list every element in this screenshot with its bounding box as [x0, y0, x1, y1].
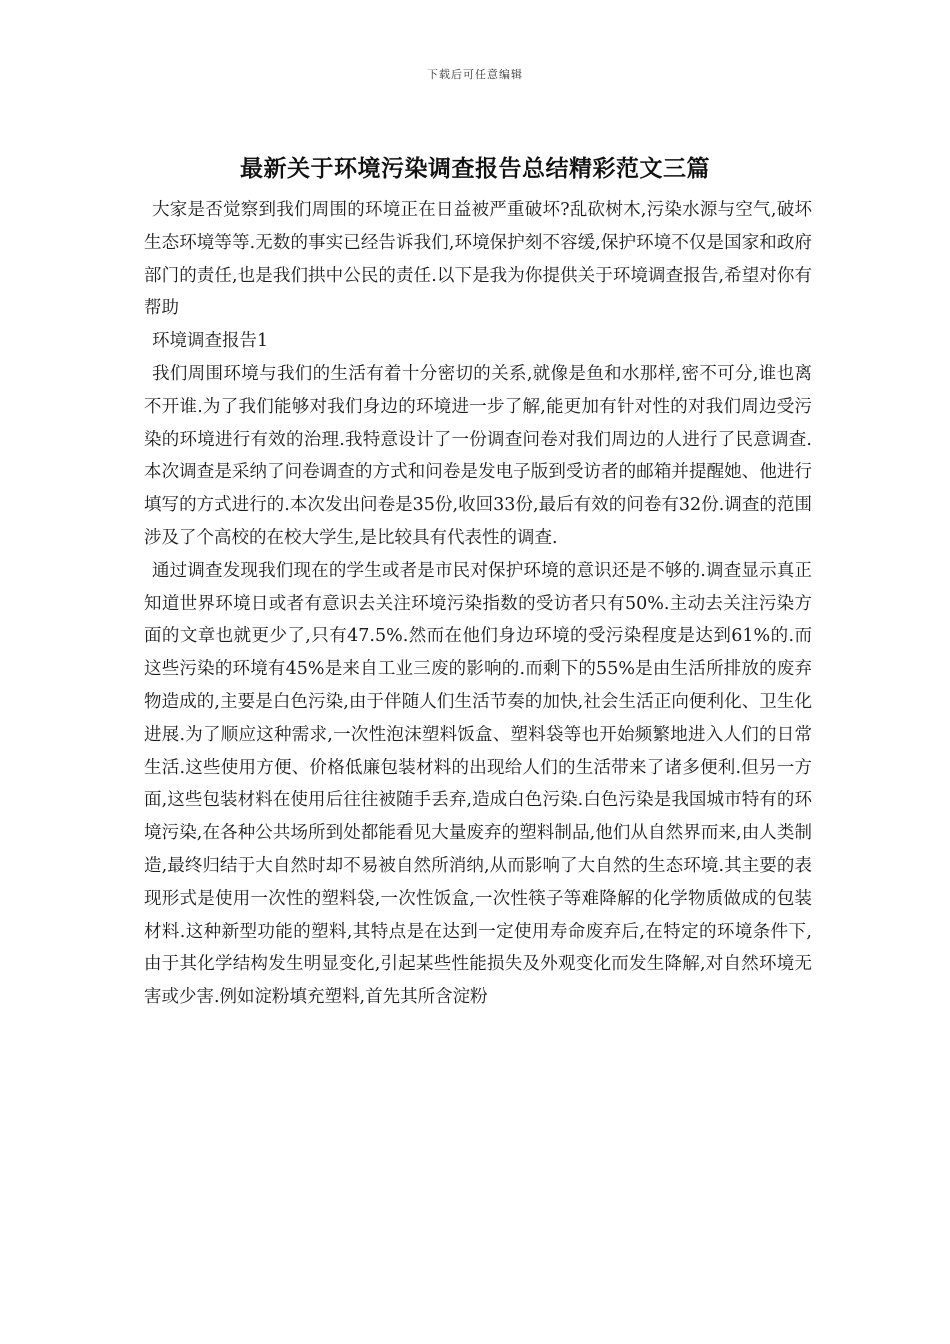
section-heading: 环境调查报告1 [152, 331, 269, 352]
header-note: 下载后可任意编辑 [427, 68, 523, 81]
paragraph-survey: 我们周围环境与我们的生活有着十分密切的关系,就像是鱼和水那样,密不可分,谁也离不开谁.为了我们能够对我们身边的环境进一步了解,能更加有针对性的对我们周边受污染的环境进行有效的治理.我特意设计了一份调查问卷对我们周边的人进行了民意调查.本次调查是采纳了问卷调查的方式和问卷是发电子版到受访者的邮箱并提醒她、他进行填写的方式进行的.本次发出问卷是35份,收回33份,最后有效的问卷有32份.调查的范围涉及了个高校的在校大学生,是比较具有代表性的调查. [144, 363, 812, 548]
document-body [144, 194, 812, 1014]
document-title: 最新关于环境污染调查报告总结精彩范文三篇 [240, 155, 710, 182]
paragraph-findings: 通过调查发现我们现在的学生或者是市民对保护环境的意识还是不够的.调查显示真正知道世界环境日或者有意识去关注环境污染指数的受访者只有50%.主动去关注污染方面的文章也就更少了,只有47.5%.然而在他们身边环境的受污染程度是达到61%的.而这些污染的环境有45%是来自工业三废的影响的.而剩下的55%是由生活所排放的废弃物造成的,主要是白色污染,由于伴随人们生活节奏的加快,社会生活正向便利化、卫生化进展.为了顺应这种需求,一次性泡沫塑料饭盒、塑料袋等也开始频繁地进入人们的日常生活.这些使用方便、价格低廉包装材料的出现给人们的生活带来了诸多便利.但另一方面,这些包装材料在使用后往往被随手丢弃,造成白色污染.白色污染是我国城市特有的环境污染,在各种公共场所到处都能看见大量废弃的塑料制品,他们从自然界而来,由人类制造,最终归结于大自然时却不易被自然所消纳,从而影响了大自然的生态环境.其主要的表现形式是使用一次性的塑料袋,一次性饭盒,一次性筷子等难降解的化学物质做成的包装材料.这种新型功能的塑料,其特点是在达到一定使用寿命废弃后,在特定的环境条件下,由于其化学结构发生明显变化,引起某些性能损失及外观变化而发生降解,对自然环境无害或少害.例如淀粉填充塑料,首先其所含淀粉 [144, 560, 812, 1008]
paragraph-intro: 大家是否觉察到我们周围的环境正在日益被严重破坏?乱砍树木,污染水源与空气,破坏生态环境等等.无数的事实已经告诉我们,环境保护刻不容缓,保护环境不仅是国家和政府部门的责任,也是我们拱中公民的责任.以下是我为你提供关于环境调查报告,希望对你有帮助 [144, 200, 812, 319]
